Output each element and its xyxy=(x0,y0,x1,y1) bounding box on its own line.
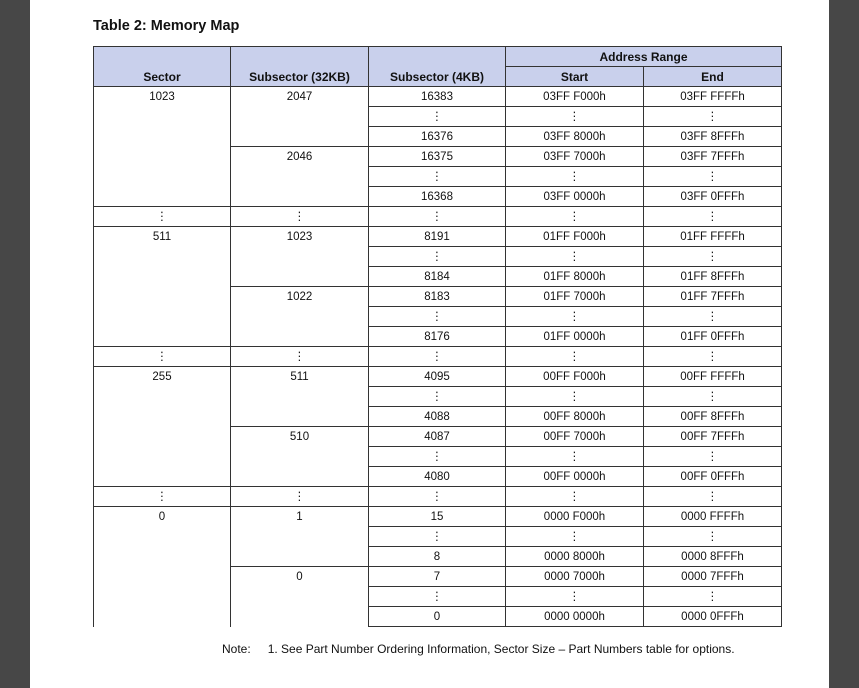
end-address-cell: 03FF 8FFFh xyxy=(644,127,782,147)
end-address-cell: 01FF 0FFFh xyxy=(644,327,782,347)
subsector-4kb-cell: 7 xyxy=(369,567,506,587)
end-address-cell: 03FF 7FFFh xyxy=(644,147,782,167)
end-address-cell: 03FF FFFFh xyxy=(644,87,782,107)
end-address-cell: ⋮ xyxy=(644,447,782,467)
end-address-cell: 00FF FFFFh xyxy=(644,367,782,387)
start-address-cell: 0000 F000h xyxy=(506,507,644,527)
end-address-cell: ⋮ xyxy=(644,247,782,267)
table-title: Table 2: Memory Map xyxy=(93,18,240,34)
start-address-cell: ⋮ xyxy=(506,527,644,547)
subsector-32kb-cell: 510 xyxy=(231,427,369,487)
subsector-32kb-cell: 2046 xyxy=(231,147,369,207)
start-address-cell: ⋮ xyxy=(506,247,644,267)
start-address-cell: 01FF 8000h xyxy=(506,267,644,287)
start-address-cell: 0000 7000h xyxy=(506,567,644,587)
ellipsis-cell: ⋮ xyxy=(231,487,369,507)
sector-cell: 511 xyxy=(94,227,231,347)
subsector-4kb-cell: ⋮ xyxy=(369,447,506,467)
subsector-32kb-cell: 0 xyxy=(231,567,369,627)
end-address-cell: ⋮ xyxy=(644,527,782,547)
table-row xyxy=(94,367,782,387)
start-address-cell: ⋮ xyxy=(506,387,644,407)
subsector-4kb-cell: ⋮ xyxy=(369,107,506,127)
start-address-cell: ⋮ xyxy=(506,447,644,467)
sector-cell: 1023 xyxy=(94,87,231,207)
note-label: Note: xyxy=(222,642,251,656)
subsector-4kb-cell: 8184 xyxy=(369,267,506,287)
start-address-cell: 0000 8000h xyxy=(506,547,644,567)
start-address-cell: ⋮ xyxy=(506,587,644,607)
ellipsis-cell: ⋮ xyxy=(231,207,369,227)
ellipsis-cell: ⋮ xyxy=(369,487,506,507)
memory-map-table xyxy=(93,46,782,627)
subsector-32kb-cell: 511 xyxy=(231,367,369,427)
end-address-cell: 01FF FFFFh xyxy=(644,227,782,247)
start-address-cell: ⋮ xyxy=(506,107,644,127)
ellipsis-cell: ⋮ xyxy=(369,207,506,227)
subsector-4kb-cell: 15 xyxy=(369,507,506,527)
start-address-cell: 00FF 0000h xyxy=(506,467,644,487)
end-address-cell: ⋮ xyxy=(644,387,782,407)
start-address-cell: 00FF F000h xyxy=(506,367,644,387)
subsector-4kb-cell: 8176 xyxy=(369,327,506,347)
note-item: 1. See Part Number Ordering Information, Sector Size – Part Numbers table for options. xyxy=(267,642,735,656)
document-page xyxy=(30,0,829,688)
end-address-cell: 0000 FFFFh xyxy=(644,507,782,527)
separator-row xyxy=(94,347,782,367)
start-address-cell: 00FF 7000h xyxy=(506,427,644,447)
end-address-cell: 03FF 0FFFh xyxy=(644,187,782,207)
ellipsis-cell: ⋮ xyxy=(506,487,644,507)
header-address-range: Address Range xyxy=(506,47,782,67)
start-address-cell: ⋮ xyxy=(506,167,644,187)
subsector-4kb-cell: 4095 xyxy=(369,367,506,387)
end-address-cell: 00FF 0FFFh xyxy=(644,467,782,487)
ellipsis-cell: ⋮ xyxy=(94,207,231,227)
start-address-cell: 01FF F000h xyxy=(506,227,644,247)
end-address-cell: 00FF 8FFFh xyxy=(644,407,782,427)
table-row xyxy=(94,507,782,527)
end-address-cell: ⋮ xyxy=(644,587,782,607)
start-address-cell: 03FF 0000h xyxy=(506,187,644,207)
subsector-32kb-cell: 1022 xyxy=(231,287,369,347)
subsector-4kb-cell: ⋮ xyxy=(369,167,506,187)
start-address-cell: 01FF 0000h xyxy=(506,327,644,347)
end-address-cell: 00FF 7FFFh xyxy=(644,427,782,447)
subsector-32kb-cell: 2047 xyxy=(231,87,369,147)
ellipsis-cell: ⋮ xyxy=(644,207,782,227)
subsector-4kb-cell: ⋮ xyxy=(369,387,506,407)
separator-row xyxy=(94,207,782,227)
table-body xyxy=(94,87,782,627)
table-note xyxy=(222,642,735,656)
ellipsis-cell: ⋮ xyxy=(94,347,231,367)
subsector-4kb-cell: ⋮ xyxy=(369,587,506,607)
header-subsector-4kb: Subsector (4KB) xyxy=(369,47,506,87)
ellipsis-cell: ⋮ xyxy=(644,487,782,507)
subsector-4kb-cell: 16376 xyxy=(369,127,506,147)
start-address-cell: 0000 0000h xyxy=(506,607,644,627)
end-address-cell: 0000 0FFFh xyxy=(644,607,782,627)
header-subsector-32kb: Subsector (32KB) xyxy=(231,47,369,87)
sector-cell: 255 xyxy=(94,367,231,487)
start-address-cell: 03FF 7000h xyxy=(506,147,644,167)
header-start: Start xyxy=(506,67,644,87)
header-end: End xyxy=(644,67,782,87)
start-address-cell: ⋮ xyxy=(506,307,644,327)
separator-row xyxy=(94,487,782,507)
ellipsis-cell: ⋮ xyxy=(231,347,369,367)
subsector-4kb-cell: ⋮ xyxy=(369,527,506,547)
subsector-4kb-cell: 4080 xyxy=(369,467,506,487)
subsector-32kb-cell: 1 xyxy=(231,507,369,567)
end-address-cell: ⋮ xyxy=(644,167,782,187)
end-address-cell: ⋮ xyxy=(644,307,782,327)
start-address-cell: 03FF 8000h xyxy=(506,127,644,147)
start-address-cell: 01FF 7000h xyxy=(506,287,644,307)
sector-cell: 0 xyxy=(94,507,231,627)
subsector-4kb-cell: 16375 xyxy=(369,147,506,167)
subsector-4kb-cell: 16383 xyxy=(369,87,506,107)
subsector-4kb-cell: 8 xyxy=(369,547,506,567)
table-row xyxy=(94,87,782,107)
header-sector: Sector xyxy=(94,47,231,87)
start-address-cell: 00FF 8000h xyxy=(506,407,644,427)
ellipsis-cell: ⋮ xyxy=(94,487,231,507)
end-address-cell: 01FF 7FFFh xyxy=(644,287,782,307)
subsector-4kb-cell: 16368 xyxy=(369,187,506,207)
end-address-cell: 01FF 8FFFh xyxy=(644,267,782,287)
subsector-4kb-cell: 8183 xyxy=(369,287,506,307)
subsector-4kb-cell: ⋮ xyxy=(369,247,506,267)
end-address-cell: ⋮ xyxy=(644,107,782,127)
end-address-cell: 0000 8FFFh xyxy=(644,547,782,567)
table-row xyxy=(94,227,782,247)
ellipsis-cell: ⋮ xyxy=(506,347,644,367)
ellipsis-cell: ⋮ xyxy=(369,347,506,367)
subsector-4kb-cell: 0 xyxy=(369,607,506,627)
ellipsis-cell: ⋮ xyxy=(506,207,644,227)
ellipsis-cell: ⋮ xyxy=(644,347,782,367)
subsector-4kb-cell: ⋮ xyxy=(369,307,506,327)
subsector-4kb-cell: 4088 xyxy=(369,407,506,427)
subsector-4kb-cell: 8191 xyxy=(369,227,506,247)
start-address-cell: 03FF F000h xyxy=(506,87,644,107)
end-address-cell: 0000 7FFFh xyxy=(644,567,782,587)
subsector-4kb-cell: 4087 xyxy=(369,427,506,447)
subsector-32kb-cell: 1023 xyxy=(231,227,369,287)
